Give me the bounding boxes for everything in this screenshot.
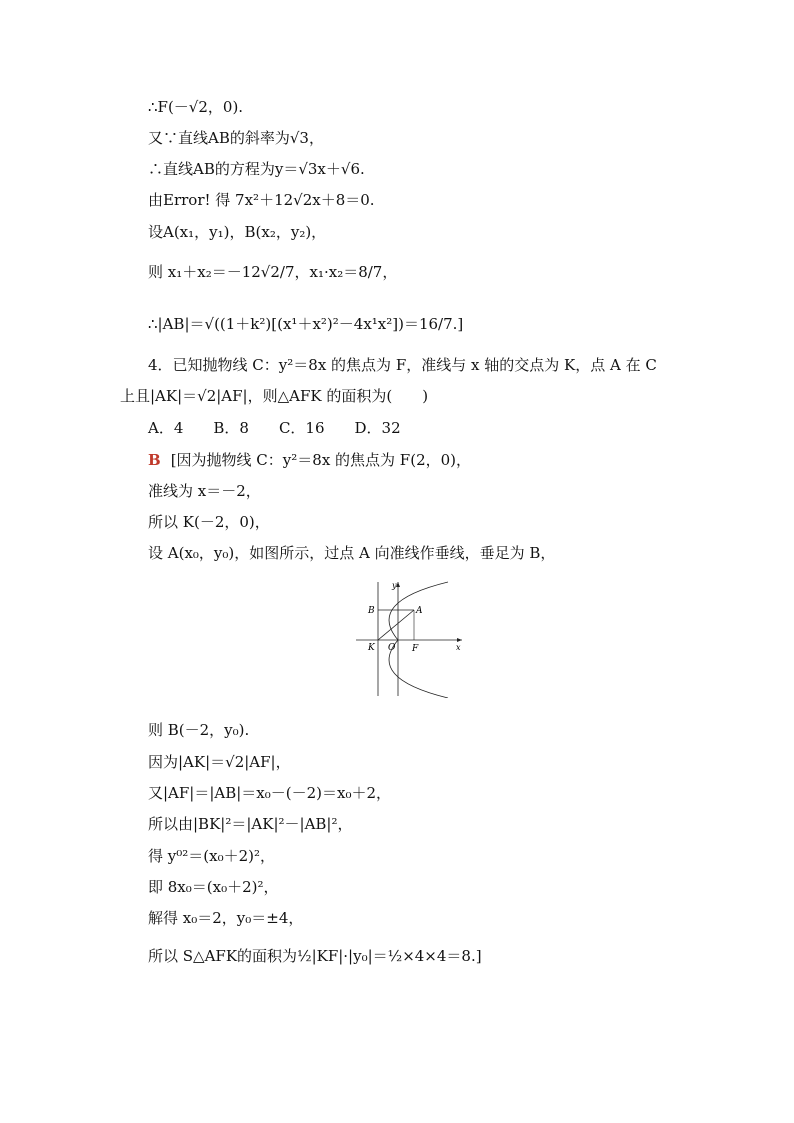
text-line-6: 则 x₁＋x₂＝－12√2/7，x₁·x₂＝8/7，	[148, 263, 398, 281]
segment-KA	[378, 610, 414, 640]
label-B: B	[368, 606, 375, 616]
solution-text: [因为抛物线 C：y²＝8x 的焦点为 F(2，0)，	[170, 451, 472, 469]
solution-line-9: 得 y⁰²＝(x₀＋2)²，	[148, 847, 276, 865]
text-line-2: 又∵直线AB的斜率为√3，	[148, 129, 324, 147]
label-y: y	[392, 581, 397, 590]
label-K: K	[368, 643, 375, 653]
label-A: A	[416, 606, 423, 616]
solution-line-1	[148, 450, 471, 470]
label-x: x	[456, 643, 461, 652]
text-line-1: ∴F(－√2，0).	[148, 98, 244, 116]
solution-line-4: 设 A(x₀，y₀)，如图所示，过点 A 向准线作垂线，垂足为 B，	[148, 544, 556, 562]
question-line-1: 4．已知抛物线 C：y²＝8x 的焦点为 F，准线与 x 轴的交点为 K，点 A 在 C	[148, 356, 657, 374]
solution-line-3: 所以 K(－2，0)，	[148, 513, 270, 531]
answer-letter: B	[148, 451, 161, 469]
label-F: F	[412, 644, 419, 654]
x-axis-arrow	[457, 638, 462, 642]
question-options: A．4 B．8 C．16 D．32	[148, 419, 401, 437]
text-line-5: 设A(x₁，y₁)，B(x₂，y₂)，	[148, 223, 327, 241]
solution-line-7: 又|AF|＝|AB|＝x₀－(－2)＝x₀＋2，	[148, 784, 392, 802]
question-line-2: 上且|AK|＝√2|AF|，则△AFK 的面积为( )	[120, 387, 429, 405]
solution-line-12: 所以 S△AFK的面积为½|KF|·|y₀|＝½×4×4＝8.]	[148, 947, 482, 965]
solution-line-10: 即 8x₀＝(x₀＋2)²，	[148, 878, 279, 896]
parabola-figure	[352, 578, 464, 698]
text-line-3: ∴直线AB的方程为y＝√3x＋√6.	[148, 160, 365, 178]
y-axis-arrow	[396, 582, 400, 587]
solution-line-11: 解得 x₀＝2，y₀＝±4，	[148, 909, 304, 927]
text-line-4: 由Error! 得 7x²＋12√2x＋8＝0.	[148, 191, 375, 209]
solution-line-8: 所以由|BK|²＝|AK|²－|AB|²，	[148, 815, 353, 833]
text-line-7: ∴|AB|＝√((1＋k²)[(x¹＋x²)²－4x¹x²])＝16/7.]	[148, 315, 464, 333]
solution-line-5: 则 B(－2，y₀).	[148, 721, 250, 739]
solution-line-2: 准线为 x＝－2，	[148, 482, 261, 500]
parabola-diagram	[352, 578, 464, 698]
solution-line-6: 因为|AK|＝√2|AF|，	[148, 753, 291, 771]
label-O: O	[388, 643, 396, 653]
